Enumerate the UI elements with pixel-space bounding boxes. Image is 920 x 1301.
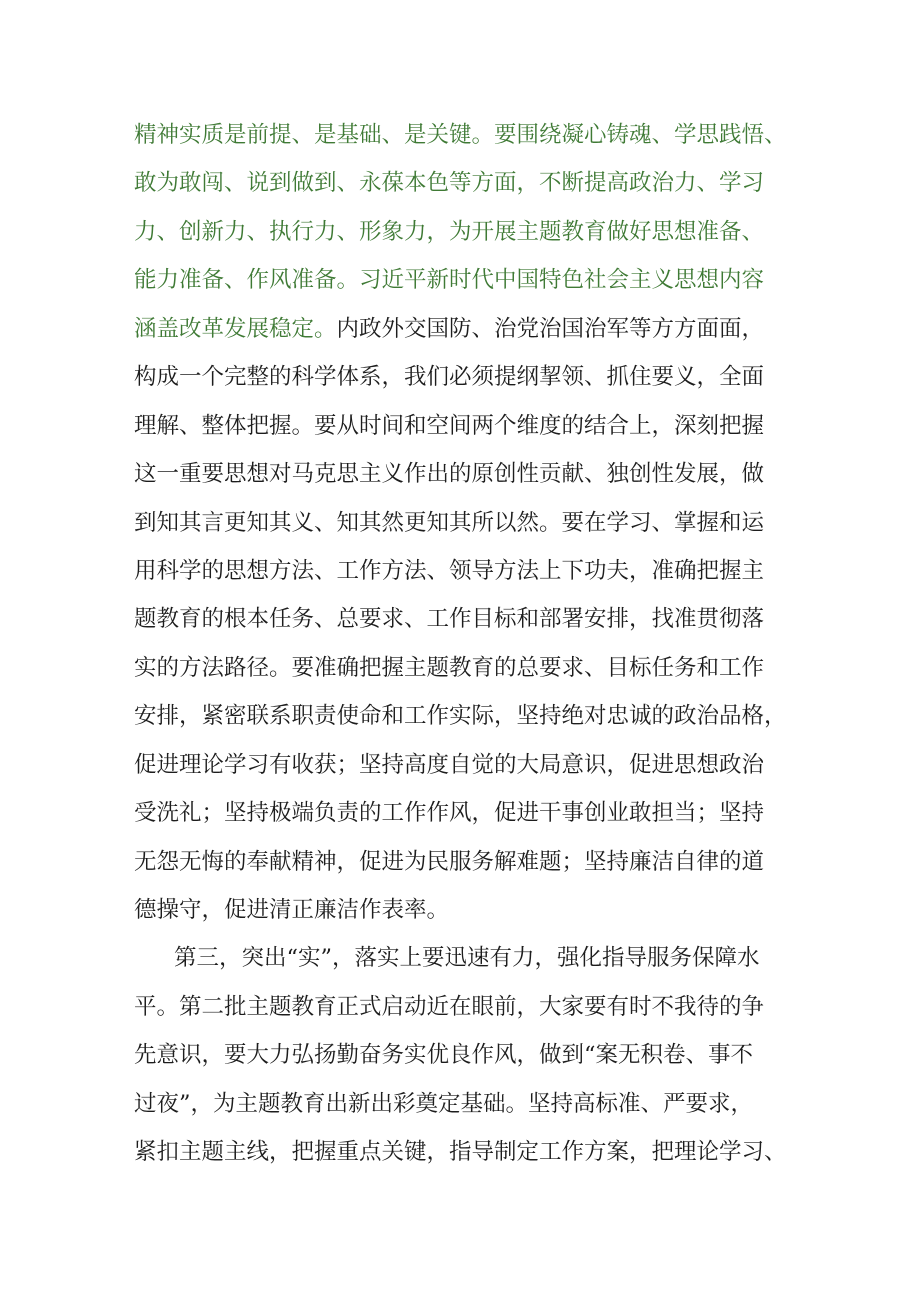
text-segment-green: 涵盖改革发展稳定。 — [134, 315, 337, 342]
text-line: 促进理论学习有收获；坚持高度自觉的大局意识，促进思想政治 — [134, 751, 765, 778]
document-body — [134, 111, 804, 1177]
text-line: 德操守，促进清正廉洁作表率。 — [134, 897, 450, 923]
text-line — [134, 305, 804, 353]
text-line: 紧扣主题主线，把握重点关键，指导制定工作方案，把理论学习、 — [134, 1139, 787, 1166]
text-line: 到知其言更知其义、知其然更知其所以然。要在学习、掌握和运 — [134, 509, 765, 536]
text-line: 受洗礼；坚持极端负责的工作作风，促进干事创业敢担当；坚持 — [134, 800, 765, 827]
text-line: 力、创新力、执行力、形象力，为开展主题教育做好思想准备、 — [134, 218, 765, 245]
text-line: 精神实质是前提、是基础、是关键。要围绕凝心铸魂、学思践悟、 — [134, 122, 787, 148]
text-line: 理解、整体把握。要从时间和空间两个维度的结合上，深刻把握 — [134, 412, 765, 439]
text-line: 平。第二批主题教育正式启动近在眼前，大家要有时不我待的争 — [134, 993, 765, 1020]
text-line: 安排，紧密联系职责使命和工作实际，坚持绝对忠诚的政治品格， — [134, 703, 787, 730]
text-line: 过夜”，为主题教育出新出彩奠定基础。坚持高标准、严要求， — [134, 1090, 754, 1117]
text-line: 第三，突出“实”，落实上要迅速有力，强化指导服务保障水 — [174, 945, 760, 972]
text-line: 题教育的根本任务、总要求、工作目标和部署安排，找准贯彻落 — [134, 606, 765, 633]
text-line: 先意识，要大力弘扬勤奋务实优良作风，做到“案无积卷、事不 — [134, 1042, 754, 1069]
text-line: 无怨无悔的奉献精神，促进为民服务解难题；坚持廉洁自律的道 — [134, 848, 765, 875]
text-line: 实的方法路径。要准确把握主题教育的总要求、目标任务和工作 — [134, 654, 765, 681]
text-line: 这一重要思想对马克思主义作出的原创性贡献、独创性发展，做 — [134, 461, 765, 488]
text-segment: 内政外交国防、治党治国治军等方方面面， — [336, 315, 765, 342]
text-line: 构成一个完整的科学体系，我们必须提纲挈领、抓住要义，全面 — [134, 364, 765, 391]
text-line: 敢为敢闯、说到做到、永葆本色等方面，不断提高政治力、学习 — [134, 170, 765, 197]
text-line: 用科学的思想方法、工作方法、领导方法上下功夫，准确把握主 — [134, 557, 765, 584]
text-line: 能力准备、作风准备。习近平新时代中国特色社会主义思想内容 — [134, 267, 765, 294]
